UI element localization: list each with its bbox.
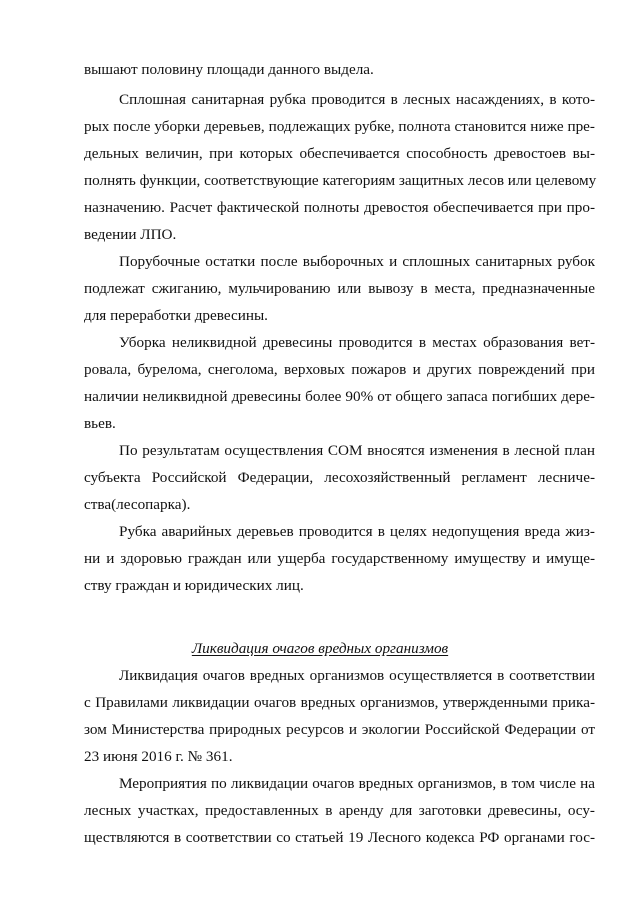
paragraph-line: для переработки древесины. — [84, 307, 268, 324]
paragraph-line: ству граждан и юридических лиц. — [84, 577, 304, 594]
paragraph-line: 23 июня 2016 г. № 361. — [84, 748, 233, 765]
paragraph-line: с Правилами ликвидации очагов вредных организмов, утвержденными прика- — [84, 694, 595, 711]
paragraph-line: вьев. — [84, 415, 116, 432]
paragraph-line: ровала, бурелома, снеголома, верховых пожаров и других повреждений при — [84, 361, 595, 378]
paragraph-line: Уборка неликвидной древесины проводится в местах образования вет- — [119, 334, 595, 351]
paragraph-line: наличии неликвидной древесины более 90% от общего запаса погибших дере- — [84, 388, 595, 405]
paragraph-line: подлежат сжиганию, мульчированию или вывозу в места, предназначенные — [84, 280, 595, 297]
paragraph-line: По результатам осуществления СОМ вносятся изменения в лесной план — [119, 442, 595, 459]
paragraph-line: назначению. Расчет фактической полноты древостоя обеспечивается при про- — [84, 199, 595, 216]
paragraph-line: Порубочные остатки после выборочных и сплошных санитарных рубок — [119, 253, 595, 270]
paragraph-line: Ликвидация очагов вредных организмов осуществляется в соответствии — [119, 667, 595, 684]
paragraph-line: Мероприятия по ликвидации очагов вредных организмов, в том числе на — [119, 775, 595, 792]
paragraph-line: ства(лесопарка). — [84, 496, 191, 513]
paragraph-line: рых после уборки деревьев, подлежащих рубке, полнота становится ниже пре- — [84, 118, 595, 135]
paragraph-line: зом Министерства природных ресурсов и экологии Российской Федерации от — [84, 721, 595, 738]
paragraph-line: ведении ЛПО. — [84, 226, 177, 243]
paragraph-line: Рубка аварийных деревьев проводится в целях недопущения вреда жиз- — [119, 523, 595, 540]
paragraph-line: вышают половину площади данного выдела. — [84, 61, 374, 78]
section-heading: Ликвидация очагов вредных организмов — [191, 640, 449, 657]
paragraph-line: полнять функции, соответствующие категориям защитных лесов или целевому — [84, 172, 597, 189]
paragraph-line: дельных величин, при которых обеспечивается способность древостоев вы- — [84, 145, 595, 162]
paragraph-line: ществляются в соответствии со статьей 19 Лесного кодекса РФ органами гос- — [84, 829, 595, 846]
paragraph-line: лесных участках, предоставленных в аренду для заготовки древесины, осу- — [84, 802, 595, 819]
paragraph-line: Сплошная санитарная рубка проводится в лесных насаждениях, в кото- — [119, 91, 595, 108]
paragraph-line: ни и здоровью граждан или ущерба государственному имуществу и имуще- — [84, 550, 595, 567]
paragraph-line: субъекта Российской Федерации, лесохозяйственный регламент лесниче- — [84, 469, 595, 486]
